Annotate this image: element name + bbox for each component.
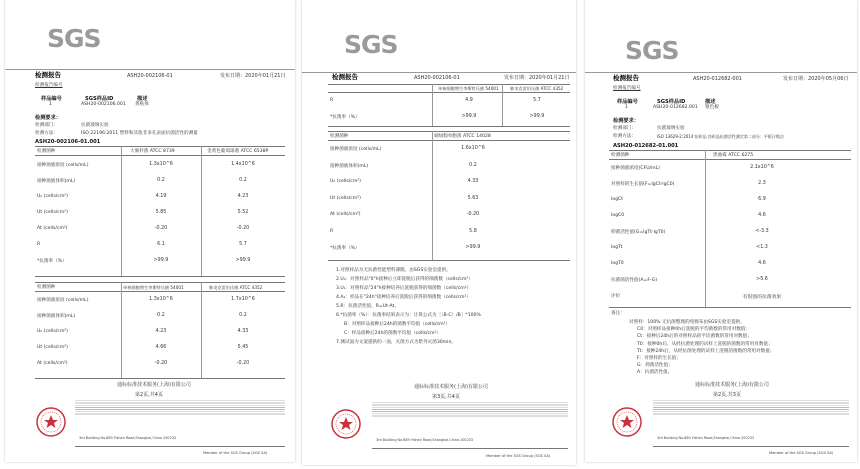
report-page-3 (585, 0, 857, 462)
sample-header-id: SGS样品ID (85, 96, 114, 102)
dept-label: 检测部门： (35, 123, 58, 128)
table-cell-value: >99.9 (235, 258, 251, 263)
note-line: T0：接种0h后，从经抗菌处理的试样上洗脱的菌数的常用对数值； (637, 341, 773, 347)
table-row-label: 接种菌液体积(mL) (37, 314, 76, 319)
table-cell-value: 5.7 (533, 98, 541, 103)
terms-fineprint (372, 401, 568, 417)
table-cell-value: 4.9 (465, 98, 473, 103)
table-col-rule (121, 282, 122, 378)
sample-no: 1 (49, 102, 52, 107)
org-name: 通标标准技术服务(上海)有限公司 (414, 384, 488, 390)
note-line: Tt：接种24h后，从经抗菌处理的试样上洗脱的菌数的常用对数值； (637, 348, 775, 354)
method-value: ISO 13629-2:2014 纺织品 纺织品抗菌活性测定第二部分：平板计数法 (657, 134, 784, 139)
table-rule (35, 291, 285, 292)
table-row-label: At (cells/cm²) (37, 361, 68, 366)
method-label: 检测方法： (613, 134, 636, 139)
method-label: 检测方法： (35, 131, 58, 136)
sample-desc: 黄贴体 (135, 102, 149, 107)
table-rule (35, 146, 285, 147)
table-cell-value: 1.4x10^6 (231, 162, 255, 167)
note-line: 3.U₁：对照样品"24"h接种培养后洗脱获得的细菌数（cells/cm²） (336, 286, 472, 291)
table2-header-b: 肺炎克雷伯氏菌 ATCC 4352 (209, 285, 263, 290)
page-number: 第2页,共3页 (713, 392, 741, 398)
table-col-rule (201, 282, 202, 378)
report-number: ASH20-012682-001 (693, 76, 742, 82)
table-cell-value: 5.45 (237, 345, 249, 350)
table-cell-value: 2.3 (758, 181, 766, 186)
table-row-label: 抗菌菌活性值(A=F-G) (611, 278, 658, 283)
table-cell-value: 0.2 (157, 313, 165, 318)
table-cell-value: >99.9 (465, 245, 481, 250)
table-cell-value: -0.20 (236, 226, 250, 231)
table-row-label: 接种菌液浓度 (cells/mL) (330, 147, 382, 152)
table-cell-value: -0.20 (154, 361, 168, 366)
table-cell-value: 4.66 (155, 345, 167, 350)
table-cell-value: 2.1x10^6 (750, 165, 774, 170)
table1-header-b: 金黄色葡萄球菌 ATCC 6538P (207, 149, 269, 154)
table-row-label: *抗菌率（%） (330, 115, 360, 120)
table-cell-value: 1.3x10^6 (149, 297, 173, 302)
table-row-label: logTt (611, 245, 623, 250)
dept-value: 抗菌玻璃实验 (657, 126, 685, 131)
table-cell-value: 4.23 (155, 329, 167, 334)
table-rule (328, 92, 570, 93)
table-cell-value: >99.9 (529, 114, 545, 119)
table-rule (328, 84, 570, 85)
table-cell-value: -0.20 (466, 212, 480, 217)
table-row-label: 接种菌液体积(mL) (37, 179, 76, 184)
table-cell-value: 4.33 (237, 329, 249, 334)
footer-rule (75, 446, 285, 447)
table-header-label: 检测菌种 (330, 134, 349, 139)
table-col-rule (201, 146, 202, 276)
note-line: 4.A₁：样品在"24h"接种培养后洗脱后获得的细菌数（cells/cm²） (336, 295, 471, 300)
official-seal-icon (611, 406, 643, 438)
address: 3rd Building No.889 Yishan Road,Shanghai,China 200233 (376, 438, 474, 442)
notes-title: 备注： (611, 311, 625, 316)
table-row-label: 抑菌活性值(G=lgTt-lgT0) (611, 230, 666, 235)
table-row-label: U₀ (cells/cm²) (330, 179, 361, 184)
official-seal-icon (330, 408, 362, 440)
table-row-label: 对照样的生长值(F=lgCt-lgC0) (611, 182, 675, 187)
table-row-label: *抗菌率（%） (37, 259, 67, 264)
table-row-label: R (37, 242, 41, 247)
table-rule (35, 282, 285, 283)
member-line: Member of the SGS Group (SGS SA) (769, 451, 834, 455)
sample-header-no: 样品编号 (617, 99, 638, 105)
sample-no: 1 (625, 105, 628, 110)
sgs-logo: SGS (344, 30, 398, 59)
table-cell-value: 1.7x10^6 (231, 297, 255, 302)
table-cell-value: 1.6x10^6 (461, 146, 485, 151)
table-row-label: At (cells/cm²) (37, 226, 68, 231)
table2-header-a: 单核细胞增生李斯特氏菌 54001 (123, 285, 184, 290)
table-cell-value: 5.7 (239, 242, 247, 247)
table-row-label: At (cells/cm²) (330, 212, 361, 217)
table-cell-value: 0.2 (239, 178, 247, 183)
table-row-label: 接种菌液浓度 (cells/mL) (37, 163, 89, 168)
table-rule (609, 159, 851, 160)
address: 3rd Building No.889 Yishan Road,Shanghai,China 200233 (657, 436, 755, 440)
table-cell-value: <-3.3 (755, 229, 769, 234)
terms-fineprint (75, 399, 285, 415)
table-rule (328, 131, 570, 132)
dept-value: 抗菌玻璃实验 (81, 123, 109, 128)
org-name: 通标标准技术服务(上海)有限公司 (695, 382, 769, 388)
note-line: 2.U₀：对照样品"0"h接种后立即洗脱后获得的细菌数（cells/cm²） (336, 277, 473, 282)
table-row-label: U₀ (cells/cm²) (37, 194, 68, 199)
top-header-a: 单核细胞增生李斯特氏菌 54001 (438, 86, 499, 91)
table-cell-value: 5.8 (469, 228, 477, 234)
report-page-1 (5, 0, 295, 462)
table-cell-value: 4.6 (758, 261, 766, 266)
table-cell-value: 6.1 (157, 242, 165, 247)
sample-header-id: SGS样品ID (657, 99, 686, 105)
issue-date: 发布日期：2020年01月21日 (220, 73, 286, 79)
table-cell-value: -0.20 (236, 361, 250, 366)
table2-header-label: 检测菌种 (37, 285, 56, 290)
note-line: 6.*抗菌率（%）：抗菌率结果表示为：计算公式为［（B-C）/B］*100% (336, 313, 481, 318)
table-header-a: 铜绿假单胞菌 ATCC 14028 (434, 134, 491, 139)
table-row-label: 接种菌液浓度(CFU/mL) (611, 166, 660, 171)
table-row-label: 接种菌液浓度 (cells/mL) (37, 298, 89, 303)
note-line: F：对照样的生长值； (637, 356, 681, 361)
table-col-rule (432, 84, 433, 126)
note-line: 1.对照样品为无抗菌性能塑料薄膜，由SGS实验室提供。 (336, 268, 451, 273)
official-seal-icon (35, 406, 67, 438)
table-row-label: U₀ (cells/cm²) (37, 329, 68, 334)
table-row-label: logC0 (611, 213, 625, 218)
sample-id: ASH20-012682.001 (653, 105, 698, 110)
dept-label: 检测部门： (613, 126, 636, 131)
sample-header-desc: 描述 (137, 96, 148, 102)
footer-rule (653, 446, 849, 447)
member-line: Member of the SGS Group (SGS SA) (486, 454, 551, 458)
report-number: ASH20-002106-01 (127, 73, 173, 79)
table-col-rule (502, 84, 503, 126)
table-rule (35, 378, 285, 379)
sample-id: ASH20-002106.001 (81, 102, 126, 107)
note-line: C0：对照样品接种0h后洗脱的平均菌数的常用对数值； (637, 327, 751, 333)
table-cell-value: <1.3 (756, 245, 768, 250)
verify-link[interactable]: 检测报告编号 (613, 86, 641, 91)
table-rule (35, 155, 285, 156)
table-cell-value: -0.20 (154, 226, 168, 231)
note-line: G：抑菌活性值； (637, 363, 673, 369)
header-divider (585, 72, 857, 73)
report-page-2 (302, 0, 576, 465)
address: 3rd Building No.889 Yishan Road,Shanghai,China 200233 (79, 436, 177, 440)
report-number: ASH20-002106-01 (414, 75, 460, 81)
table-cell-value: >99.9 (153, 258, 169, 263)
table-col-rule (432, 131, 433, 260)
table-rule (609, 150, 851, 151)
table-cell-value: 5.85 (155, 210, 167, 215)
table-rule (328, 126, 570, 127)
table-row-label: logT0 (611, 261, 624, 266)
verify-link[interactable]: 检测报告编号 (35, 83, 63, 88)
report-title: 检测报告 (35, 71, 61, 79)
table-cell-value: 4.23 (237, 194, 249, 199)
note-line: 对照样：100% 无抗菌整理的纯棉布由SGS实验室提供。 (629, 320, 745, 325)
table-cell-value: 5.63 (467, 195, 479, 201)
footer-rule (372, 448, 568, 449)
note-line: B：对照样品接种后24h的菌数平均值（cells/cm²） (344, 322, 451, 327)
table1-header-a: 大肠杆菌 ATCC 8739 (130, 149, 175, 154)
page-number: 第3页,共4页 (432, 394, 460, 400)
table-row-label: 接种菌液体积(mL) (330, 163, 369, 169)
table-row-label: R (330, 228, 334, 234)
note-line: C：样品接种后24h的菌数平均值（cells/cm²） (344, 331, 441, 336)
table-row-label: R (330, 98, 334, 103)
section-id: ASH20-002106-01.001 (35, 139, 101, 145)
table1-header-label: 检测菌种 (37, 149, 56, 154)
terms-fineprint (653, 399, 849, 415)
table-cell-value: 4.19 (155, 194, 167, 199)
table-row-label: *抗菌率（%） (330, 246, 360, 251)
table-rule (35, 276, 285, 277)
method-value: ISO 22196:2011 塑料和其他非多孔表面抗菌活性的测量 (81, 131, 198, 136)
note-line: A：抗菌活性值。 (637, 370, 673, 376)
section-id: ASH20-012682-01.001 (613, 143, 679, 149)
note-line: Ct：接种后24h后的对照样品的平均菌数的常用对数值； (637, 334, 752, 340)
table-row-label: 评价 (611, 294, 621, 299)
table-cell-value: 6.9 (758, 197, 766, 202)
table-rule (328, 260, 570, 261)
table-row-label: Ut (cells/cm²) (37, 345, 68, 350)
table-cell-value: 0.2 (157, 178, 165, 183)
table-col-rule (705, 150, 706, 307)
table-cell-value: 4.6 (758, 213, 766, 218)
sample-header-no: 样品编号 (41, 96, 62, 102)
table-cell-value: 有很强的抗菌效果 (742, 295, 782, 300)
table-cell-value: >5.6 (756, 277, 768, 282)
table-cell-value: 1.3x10^6 (149, 162, 173, 167)
table-cell-value: 5.52 (237, 210, 249, 215)
note-line: 7.测试面为文案提供的一面，灭菌方式为紫外灭菌30min。 (336, 340, 456, 345)
table-row-label: Ut (cells/cm²) (330, 195, 361, 201)
issue-date: 发布日期：2020年01月21日 (504, 75, 570, 81)
top-header-b: 肺炎克雷伯氏菌 ATCC 4352 (510, 86, 564, 91)
report-title: 检测报告 (332, 73, 358, 81)
table-cell-value: >99.9 (461, 114, 477, 119)
org-name: 通标标准技术服务(上海)有限公司 (117, 382, 191, 388)
page-number: 第2页,共4页 (135, 392, 163, 398)
table-cell-value: 0.2 (239, 313, 247, 318)
test-requirement: 检测要求： (35, 115, 61, 121)
member-line: Member of the SGS Group (SGS SA) (203, 451, 268, 455)
report-title: 检测报告 (613, 74, 639, 82)
sgs-logo: SGS (47, 24, 101, 53)
table-cell-value: 4.33 (467, 179, 479, 184)
table-header-label: 检测菌种 (611, 153, 630, 158)
table-rule (328, 140, 570, 141)
issue-date: 发布日期：2020年05月06日 (783, 76, 849, 82)
table-row-label: Ut (cells/cm²) (37, 210, 68, 215)
table-col-rule (121, 146, 122, 276)
table-row-label: logCt (611, 197, 624, 202)
header-divider (5, 69, 295, 70)
test-requirement: 检测要求： (613, 118, 639, 124)
table-cell-value: 0.2 (469, 162, 477, 168)
sgs-logo: SGS (625, 36, 679, 65)
table-rule (609, 307, 851, 308)
note-line: 5.R：抗菌活性值，R=Ut-At。 (336, 304, 399, 309)
sample-header-desc: 描述 (705, 99, 716, 105)
table-header-a: 黑曲霉 ATCC 6275 (713, 153, 754, 158)
sample-desc: 银色板 (705, 105, 719, 110)
